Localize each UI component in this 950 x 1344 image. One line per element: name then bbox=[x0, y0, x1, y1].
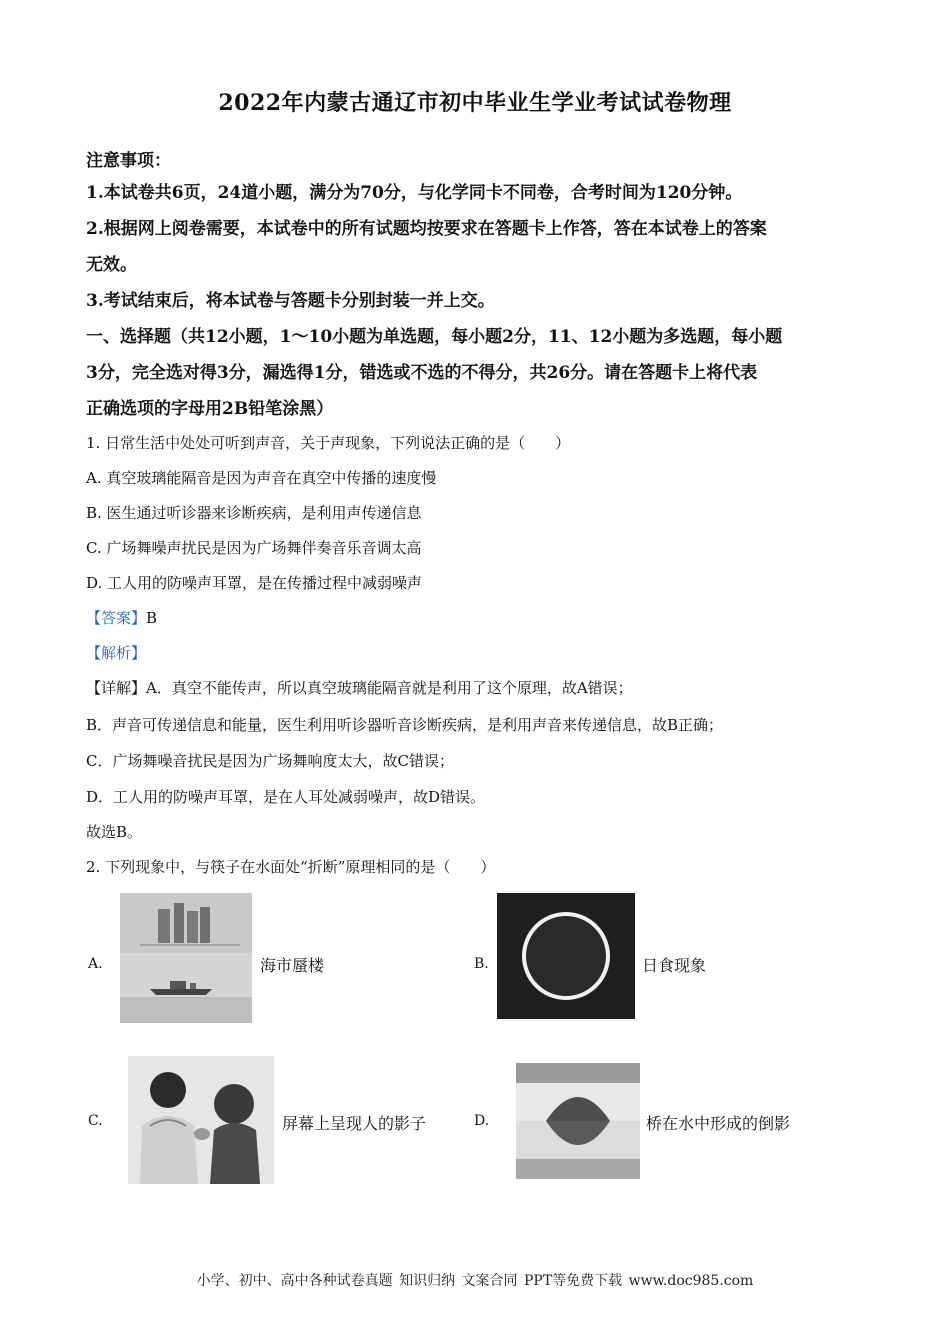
shadow-image bbox=[128, 1056, 274, 1184]
q1-detail-b: B．声音可传递信息和能量，医生利用听诊器听音诊断疾病，是利用声音来传递信息，故B正确； bbox=[86, 716, 724, 734]
q1-detail-d: D．工人用的防噪声耳罩，是在人耳处减弱噪声，故D错误。 bbox=[86, 788, 486, 806]
notes-item-3: 3.考试结束后，将本试卷与答题卡分别封装一并上交。 bbox=[86, 291, 495, 311]
q2-stem: 2. 下列现象中，与筷子在水面处“折断”原理相同的是（ ） bbox=[86, 858, 496, 876]
q1-option-b: B. 医生通过听诊器来诊断疾病，是利用声传递信息 bbox=[86, 504, 422, 522]
q1-conclusion: 故选B。 bbox=[86, 823, 143, 841]
q2-option-a-label: 海市蜃楼 bbox=[260, 956, 325, 975]
page-footer: 小学、初中、高中各种试卷真题 知识归纳 文案合同 PPT等免费下载 www.doc985.com bbox=[196, 1273, 754, 1289]
q1-answer bbox=[86, 607, 866, 628]
q1-analysis-tag: 【解析】 bbox=[86, 644, 147, 662]
q2-option-d-label: 桥在水中形成的倒影 bbox=[646, 1114, 791, 1133]
q1-detail-a: 【详解】A．真空不能传声，所以真空玻璃能隔音就是利用了这个原理，故A错误； bbox=[86, 679, 633, 697]
section-heading: 一、选择题（共12小题，1～10小题为单选题，每小题2分，11、12小题为多选题，每小题 bbox=[86, 327, 783, 347]
q1-stem: 1. 日常生活中处处可听到声音，关于声现象，下列说法正确的是（ ） bbox=[86, 434, 571, 452]
page-title: 2022年内蒙古通辽市初中毕业生学业考试试卷物理 bbox=[218, 90, 732, 116]
notes-item-2-cont: 无效。 bbox=[86, 255, 137, 275]
solar-eclipse-image bbox=[497, 893, 635, 1019]
section-instructions-cont: 正确选项的字母用2B铅笔涂黑） bbox=[86, 399, 334, 419]
q2-option-d-letter: D. bbox=[474, 1113, 490, 1129]
q2-option-c-label: 屏幕上呈现人的影子 bbox=[282, 1114, 427, 1133]
q2-option-a-letter: A. bbox=[88, 956, 103, 972]
q1-detail-c: C．广场舞噪音扰民是因为广场舞响度太大，故C错误； bbox=[86, 752, 454, 770]
q1-option-a: A. 真空玻璃能隔音是因为声音在真空中传播的速度慢 bbox=[86, 469, 437, 487]
answer-value: B bbox=[146, 609, 158, 627]
bridge-reflection-image bbox=[516, 1063, 640, 1179]
section-instructions: 3分，完全选对得3分，漏选得1分，错选或不选的不得分，共26分。请在答题卡上将代表 bbox=[86, 363, 758, 383]
q2-option-b-label: 日食现象 bbox=[642, 956, 707, 975]
notes-heading: 注意事项： bbox=[86, 151, 171, 171]
answer-tag: 【答案】 bbox=[86, 609, 147, 627]
q2-option-c-letter: C. bbox=[88, 1113, 103, 1129]
q1-option-d: D. 工人用的防噪声耳罩，是在传播过程中减弱噪声 bbox=[86, 574, 423, 592]
q2-option-b-letter: B. bbox=[474, 956, 489, 972]
notes-item-2: 2.根据网上阅卷需要，本试卷中的所有试题均按要求在答题卡上作答，答在本试卷上的答案 bbox=[86, 219, 767, 239]
mirage-image bbox=[120, 893, 252, 1023]
notes-item-1: 1.本试卷共6页，24道小题，满分为70分，与化学同卡不同卷，合考时间为120分钟。 bbox=[86, 183, 743, 203]
q1-option-c: C. 广场舞噪声扰民是因为广场舞伴奏音乐音调太高 bbox=[86, 539, 422, 557]
